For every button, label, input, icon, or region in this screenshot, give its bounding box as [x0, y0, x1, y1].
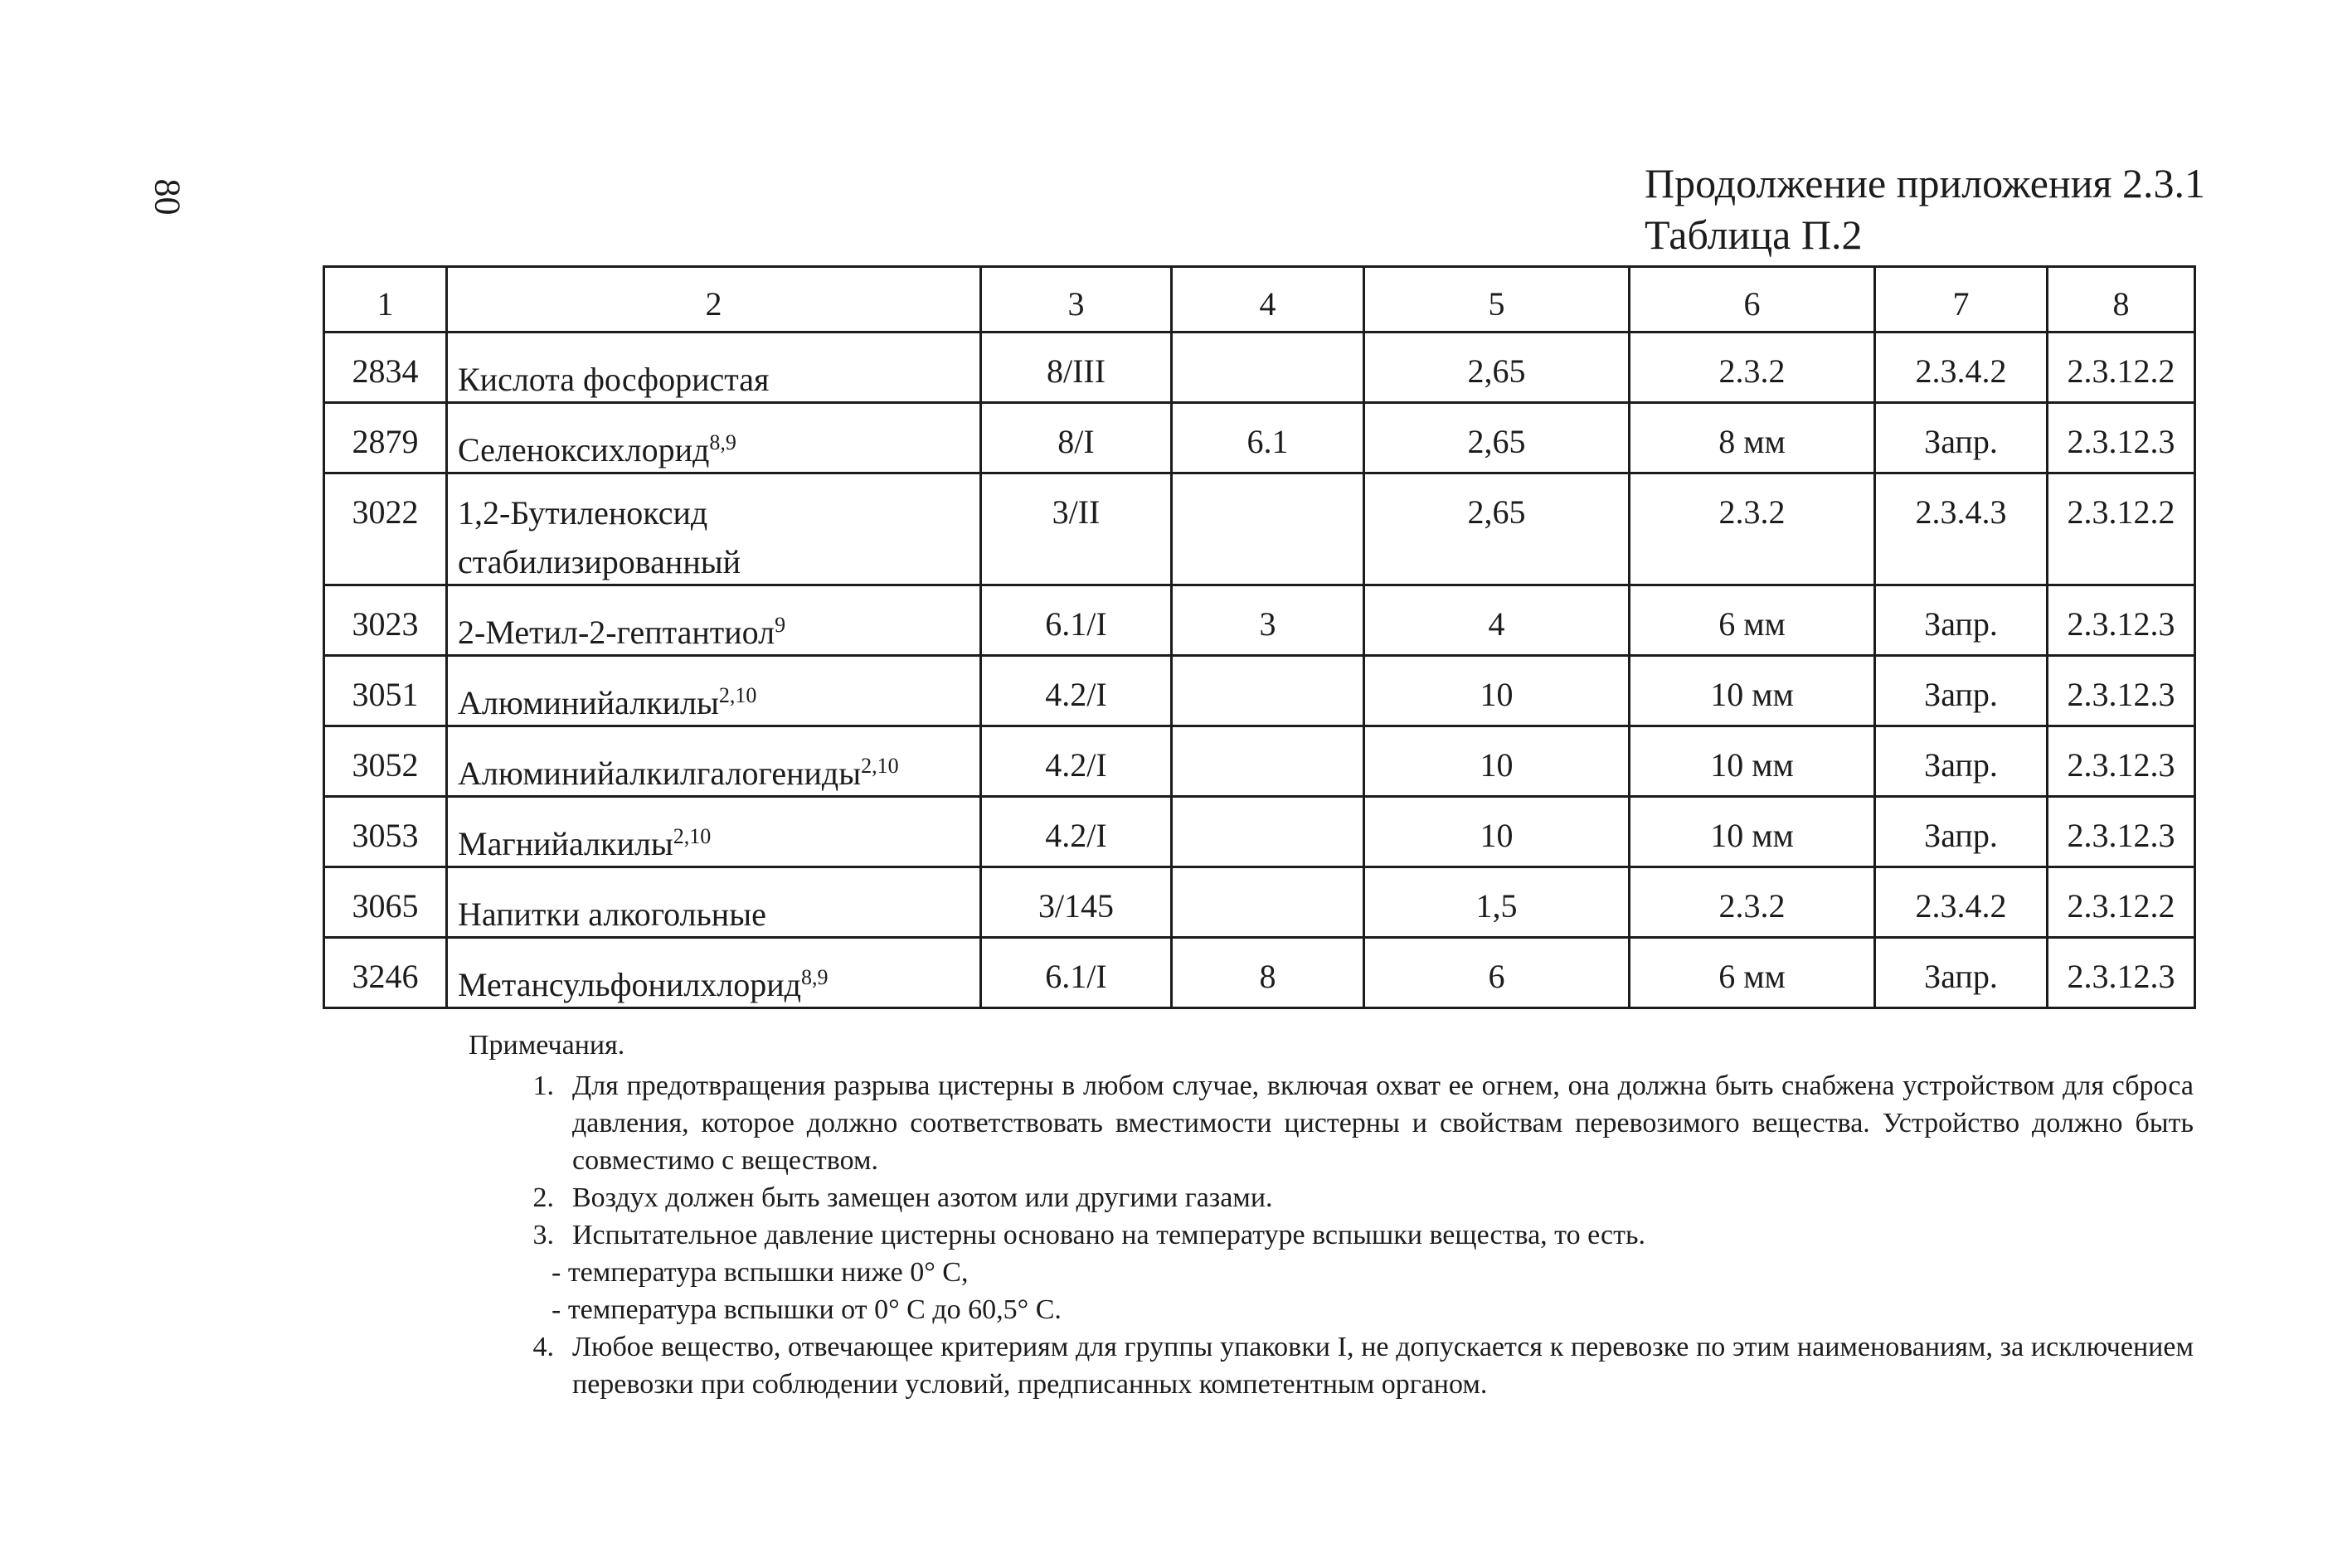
- un-number-cell: 3246: [324, 938, 447, 1008]
- cell: 6.1: [1172, 403, 1364, 473]
- cell: Запр.: [1875, 797, 2048, 867]
- heading-line-1: Продолжение приложения 2.3.1: [1645, 160, 2206, 206]
- header-cell: 1: [324, 267, 447, 333]
- un-number-cell: 3022: [324, 473, 447, 585]
- cell: 8/I: [981, 403, 1172, 473]
- un-number-cell: 3051: [324, 656, 447, 726]
- note-number: 3.: [532, 1220, 554, 1250]
- note-item: [469, 1328, 2194, 1403]
- cell: Запр.: [1875, 656, 2048, 726]
- cell: 2.3.2: [1630, 867, 1875, 938]
- cell: 6.1/I: [981, 938, 1172, 1008]
- header-cell: 3: [981, 267, 1172, 333]
- page-number: 80: [147, 178, 188, 216]
- cell: Запр.: [1875, 726, 2048, 797]
- table-row: [324, 938, 2195, 1008]
- note-sub-item: - температура вспышки ниже 0° С,: [552, 1257, 969, 1288]
- substance-name-cell: Метансульфонилхлорид$^{8,9}$: [447, 938, 981, 1008]
- cell: Запр.: [1875, 585, 2048, 656]
- cell: 2.3.12.2: [2048, 473, 2195, 585]
- note-sub-item: - температура вспышки от 0° С до 60,5° С.: [552, 1294, 1062, 1325]
- note-text: Любое вещество, отвечающее критериям для группы упаковки I, не допускается к перевозке по этим наименованиям, за исключением перевозки при соблюдении условий, предписанных компетентным органом.: [572, 1332, 2194, 1400]
- note-item: [469, 1067, 2194, 1179]
- un-number-cell: 3023: [324, 585, 447, 656]
- cell: 10: [1364, 797, 1630, 867]
- data-table: [323, 265, 2196, 1009]
- cell: 2,65: [1364, 403, 1630, 473]
- cell: [1172, 656, 1364, 726]
- substance-name-cell: Алюминийалкилгалогениды$^{2,10}$: [447, 726, 981, 797]
- cell: 2.3.12.3: [2048, 585, 2195, 656]
- cell: 10 мм: [1630, 797, 1875, 867]
- cell: 8: [1172, 938, 1364, 1008]
- header-cell: 7: [1875, 267, 2048, 333]
- cell: 2,65: [1364, 473, 1630, 585]
- table-row: [324, 867, 2195, 938]
- substance-name-cell: Магнийалкилы$^{2,10}$: [447, 797, 981, 867]
- cell: 2.3.12.3: [2048, 726, 2195, 797]
- cell: 2.3.12.3: [2048, 797, 2195, 867]
- substance-name-cell: Напитки алкогольные: [447, 867, 981, 938]
- table-row: [324, 797, 2195, 867]
- cell: [1172, 797, 1364, 867]
- notes-section: [469, 1027, 2194, 1403]
- cell: 2.3.2: [1630, 333, 1875, 403]
- cell: Запр.: [1875, 938, 2048, 1008]
- cell: 2.3.12.2: [2048, 867, 2195, 938]
- cell: 4.2/I: [981, 797, 1172, 867]
- substance-name-cell: Селеноксихлорид$^{8,9}$: [447, 403, 981, 473]
- cell: [1172, 333, 1364, 403]
- substance-name-cell: Кислота фосфористая: [447, 333, 981, 403]
- cell: 4.2/I: [981, 726, 1172, 797]
- cell: 6 мм: [1630, 585, 1875, 656]
- table-row: [324, 656, 2195, 726]
- table-row: [324, 585, 2195, 656]
- note-item: [469, 1179, 2194, 1216]
- cell: 6.1/I: [981, 585, 1172, 656]
- cell: 4.2/I: [981, 656, 1172, 726]
- cell: 2.3.12.2: [2048, 333, 2195, 403]
- substance-name-cell: Алюминийалкилы$^{2,10}$: [447, 656, 981, 726]
- note-item: [469, 1216, 2194, 1254]
- cell: [1172, 473, 1364, 585]
- note-text: Для предотвращения разрыва цистерны в любом случае, включая охват ее огнем, она должна быть снабжена устройством для сброса давления, которое должно соответствовать вместимости цистерны и свойствам перевозимого вещества. Устройство должно быть совместимо с веществом.: [572, 1070, 2194, 1176]
- cell: 10: [1364, 656, 1630, 726]
- cell: 8 мм: [1630, 403, 1875, 473]
- table-row: [324, 473, 2195, 585]
- notes-title: Примечания.: [469, 1030, 625, 1061]
- cell: 1,5: [1364, 867, 1630, 938]
- cell: 3/II: [981, 473, 1172, 585]
- un-number-cell: 3053: [324, 797, 447, 867]
- un-number-cell: 2834: [324, 333, 447, 403]
- table-row: [324, 333, 2195, 403]
- header-cell: 5: [1364, 267, 1630, 333]
- table-row: [324, 403, 2195, 473]
- un-number-cell: 3065: [324, 867, 447, 938]
- note-text: Воздух должен быть замещен азотом или другими газами.: [572, 1182, 1273, 1213]
- cell: 3: [1172, 585, 1364, 656]
- cell: 2.3.12.3: [2048, 938, 2195, 1008]
- table-heading: [1645, 158, 2205, 260]
- header-cell: 8: [2048, 267, 2195, 333]
- note-number: 1.: [532, 1070, 554, 1101]
- un-number-cell: 2879: [324, 403, 447, 473]
- cell: 6 мм: [1630, 938, 1875, 1008]
- cell: 10 мм: [1630, 726, 1875, 797]
- substance-name-cell: 1,2-Бутиленоксид стабилизированный: [447, 473, 981, 585]
- substance-name-cell: 2-Метил-2-гептантиол$^9$: [447, 585, 981, 656]
- cell: 2.3.12.3: [2048, 403, 2195, 473]
- table-header-row: [324, 267, 2195, 333]
- cell: 2.3.4.3: [1875, 473, 2048, 585]
- cell: 4: [1364, 585, 1630, 656]
- header-cell: 6: [1630, 267, 1875, 333]
- heading-line-2: Таблица П.2: [1645, 211, 1863, 258]
- cell: 2.3.4.2: [1875, 867, 2048, 938]
- cell: [1172, 867, 1364, 938]
- cell: 2.3.4.2: [1875, 333, 2048, 403]
- cell: 2.3.2: [1630, 473, 1875, 585]
- header-cell: 2: [447, 267, 981, 333]
- cell: 2.3.12.3: [2048, 656, 2195, 726]
- note-number: 2.: [532, 1182, 554, 1213]
- cell: 3/145: [981, 867, 1172, 938]
- cell: 10: [1364, 726, 1630, 797]
- table-row: [324, 726, 2195, 797]
- note-text: Испытательное давление цистерны основано на температуре вспышки вещества, то есть.: [572, 1220, 1645, 1250]
- cell: 10 мм: [1630, 656, 1875, 726]
- header-cell: 4: [1172, 267, 1364, 333]
- un-number-cell: 3052: [324, 726, 447, 797]
- cell: Запр.: [1875, 403, 2048, 473]
- cell: 2,65: [1364, 333, 1630, 403]
- cell: 8/III: [981, 333, 1172, 403]
- cell: 6: [1364, 938, 1630, 1008]
- note-number: 4.: [532, 1332, 554, 1362]
- cell: [1172, 726, 1364, 797]
